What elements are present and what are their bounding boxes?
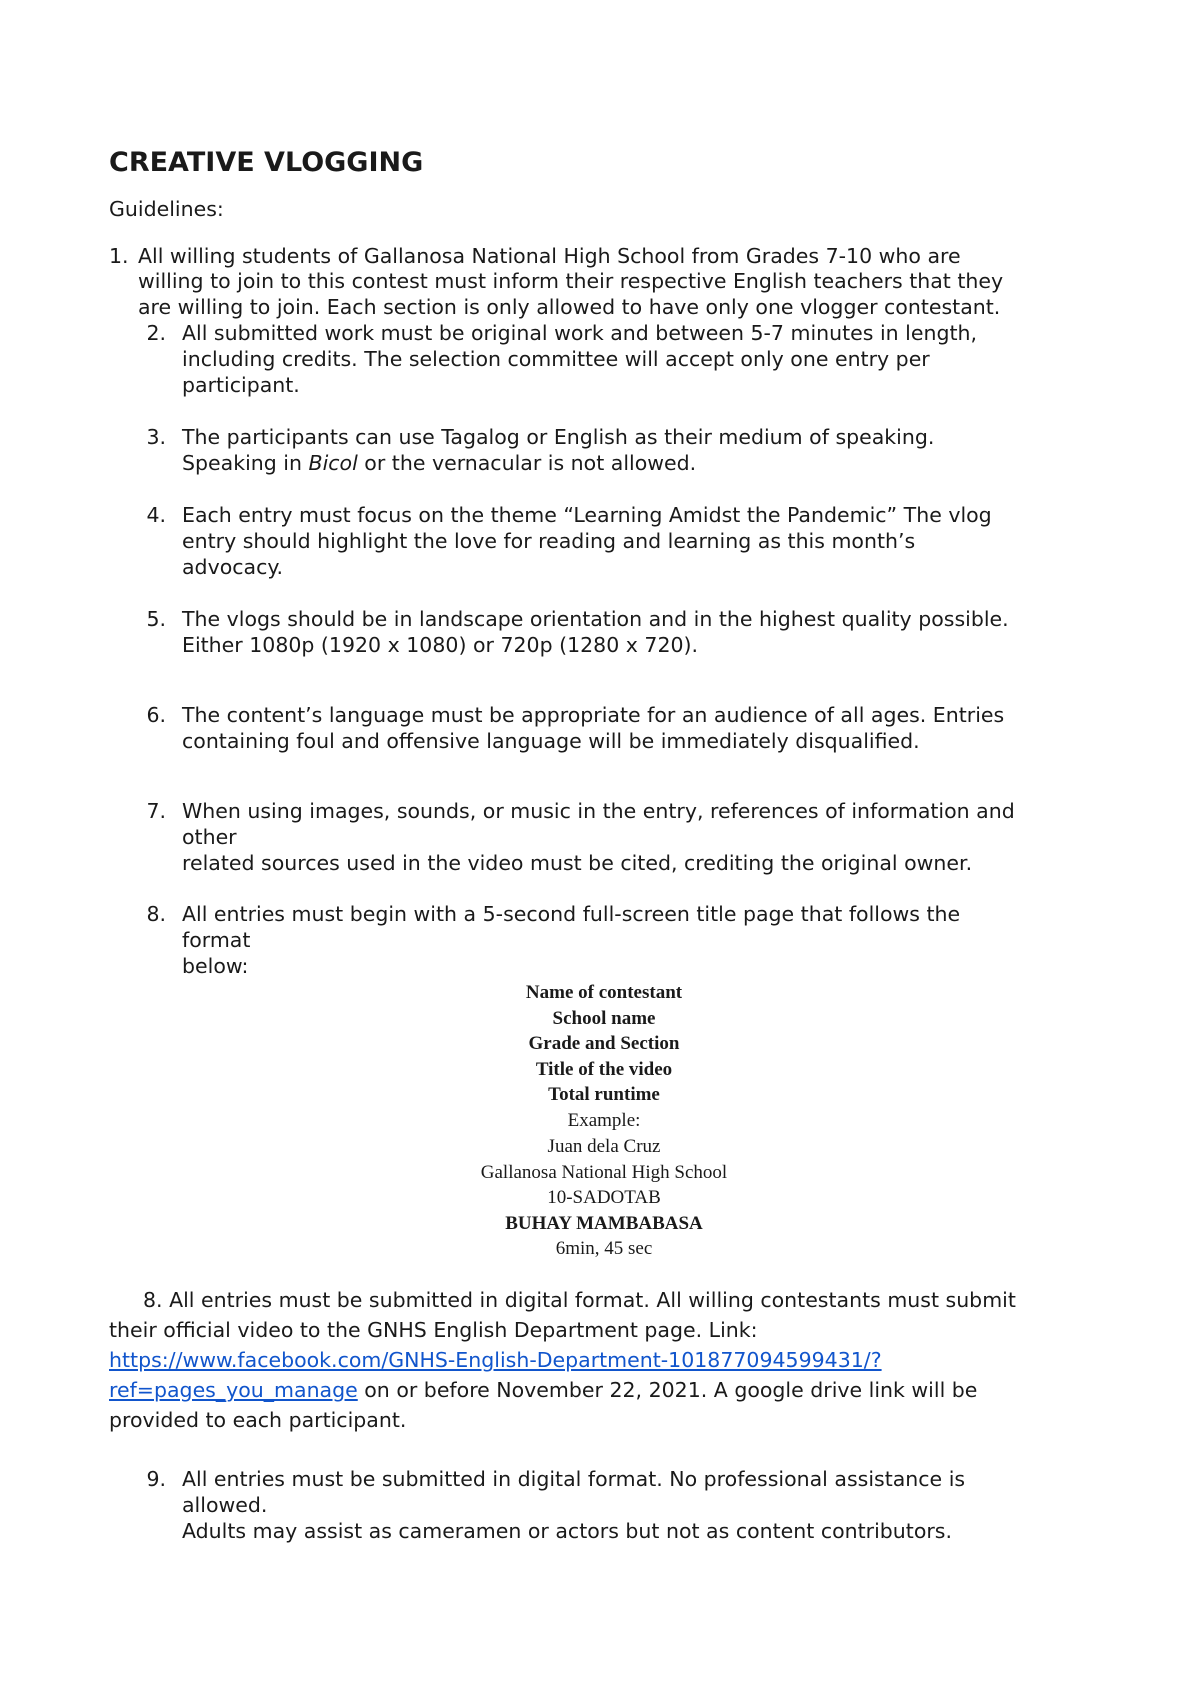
item-5-line: Either 1080p (1920 x 1080) or 720p (1280 x 720).: [182, 633, 699, 657]
item-8-line: format: [182, 928, 251, 952]
item-7-number: 7.: [146, 799, 166, 823]
item-8-line: below:: [182, 954, 249, 978]
item-6-line: containing foul and offensive language will be immediately disqualified.: [182, 729, 920, 753]
item-2-line: All submitted work must be original work and between 5-7 minutes in length,: [182, 321, 978, 345]
item-8b-line: provided to each participant.: [109, 1408, 407, 1432]
guidelines-label: Guidelines:: [109, 197, 224, 221]
item-9-line: allowed.: [182, 1493, 268, 1517]
department-page-link-continued[interactable]: ref=pages_you_manage: [109, 1378, 358, 1402]
item-4-line: advocacy.: [182, 555, 284, 579]
format-field-name: Name of contestant: [525, 982, 683, 1003]
item-9-line: All entries must be submitted in digital format. No professional assistance is: [182, 1467, 966, 1491]
item-3-line-2: [182, 450, 696, 476]
item-6-number: 6.: [146, 703, 166, 727]
item-2-number: 2.: [146, 321, 166, 345]
item-3-text: or the vernacular is not allowed.: [357, 451, 697, 475]
example-runtime: 6min, 45 sec: [555, 1238, 653, 1259]
item-8-number: 8.: [146, 902, 166, 926]
item-9-line: Adults may assist as cameramen or actors but not as content contributors.: [182, 1519, 953, 1543]
item-5-number: 5.: [146, 607, 166, 631]
item-4-line: Each entry must focus on the theme “Learning Amidst the Pandemic” The vlog: [182, 503, 992, 527]
item-4-number: 4.: [146, 503, 166, 527]
example-school: Gallanosa National High School: [480, 1162, 728, 1183]
item-3-text: Speaking in: [182, 451, 309, 475]
item-7-line: When using images, sounds, or music in the entry, references of information and: [182, 799, 1015, 823]
item-5-line: The vlogs should be in landscape orientation and in the highest quality possible.: [182, 607, 1009, 631]
format-field-school: School name: [552, 1008, 656, 1029]
example-name: Juan dela Cruz: [547, 1136, 661, 1157]
item-8-line: All entries must begin with a 5-second full-screen title page that follows the: [182, 902, 961, 926]
item-8b-line: their official video to the GNHS English Department page. Link:: [109, 1318, 758, 1342]
item-8b-deadline-text: on or before November 22, 2021. A google drive link will be: [357, 1378, 978, 1402]
format-field-runtime: Total runtime: [548, 1084, 660, 1105]
item-1-line: willing to join to this contest must inform their respective English teachers that they: [138, 269, 1004, 293]
document-title: CREATIVE VLOGGING: [109, 147, 424, 178]
item-1-line: are willing to join. Each section is only allowed to have only one vlogger contestant.: [138, 295, 1001, 319]
item-8b-line-4: [109, 1377, 977, 1403]
item-6-line: The content’s language must be appropriate for an audience of all ages. Entries: [182, 703, 1005, 727]
item-3-line: The participants can use Tagalog or English as their medium of speaking.: [182, 425, 935, 449]
item-4-line: entry should highlight the love for reading and learning as this month’s: [182, 529, 916, 553]
example-section: 10-SADOTAB: [547, 1187, 661, 1208]
item-8b-line: 8. All entries must be submitted in digital format. All willing contestants must submit: [143, 1288, 1016, 1312]
item-3-italic-text: Bicol: [308, 451, 358, 475]
example-title: BUHAY MAMBABASA: [505, 1213, 703, 1234]
department-page-link[interactable]: https://www.facebook.com/GNHS-English-Department-101877094599431/?: [109, 1348, 882, 1372]
item-1-number: 1.: [109, 244, 129, 268]
example-label: Example:: [567, 1110, 641, 1131]
item-9-number: 9.: [146, 1467, 166, 1491]
format-field-grade-section: Grade and Section: [528, 1033, 680, 1054]
item-7-line: related sources used in the video must be cited, crediting the original owner.: [182, 851, 973, 875]
item-2-line: participant.: [182, 373, 300, 397]
item-7-line: other: [182, 825, 237, 849]
item-2-line: including credits. The selection committee will accept only one entry per: [182, 347, 930, 371]
item-3-number: 3.: [146, 425, 166, 449]
format-field-title: Title of the video: [535, 1059, 673, 1080]
item-1-line: All willing students of Gallanosa National High School from Grades 7-10 who are: [138, 244, 961, 268]
